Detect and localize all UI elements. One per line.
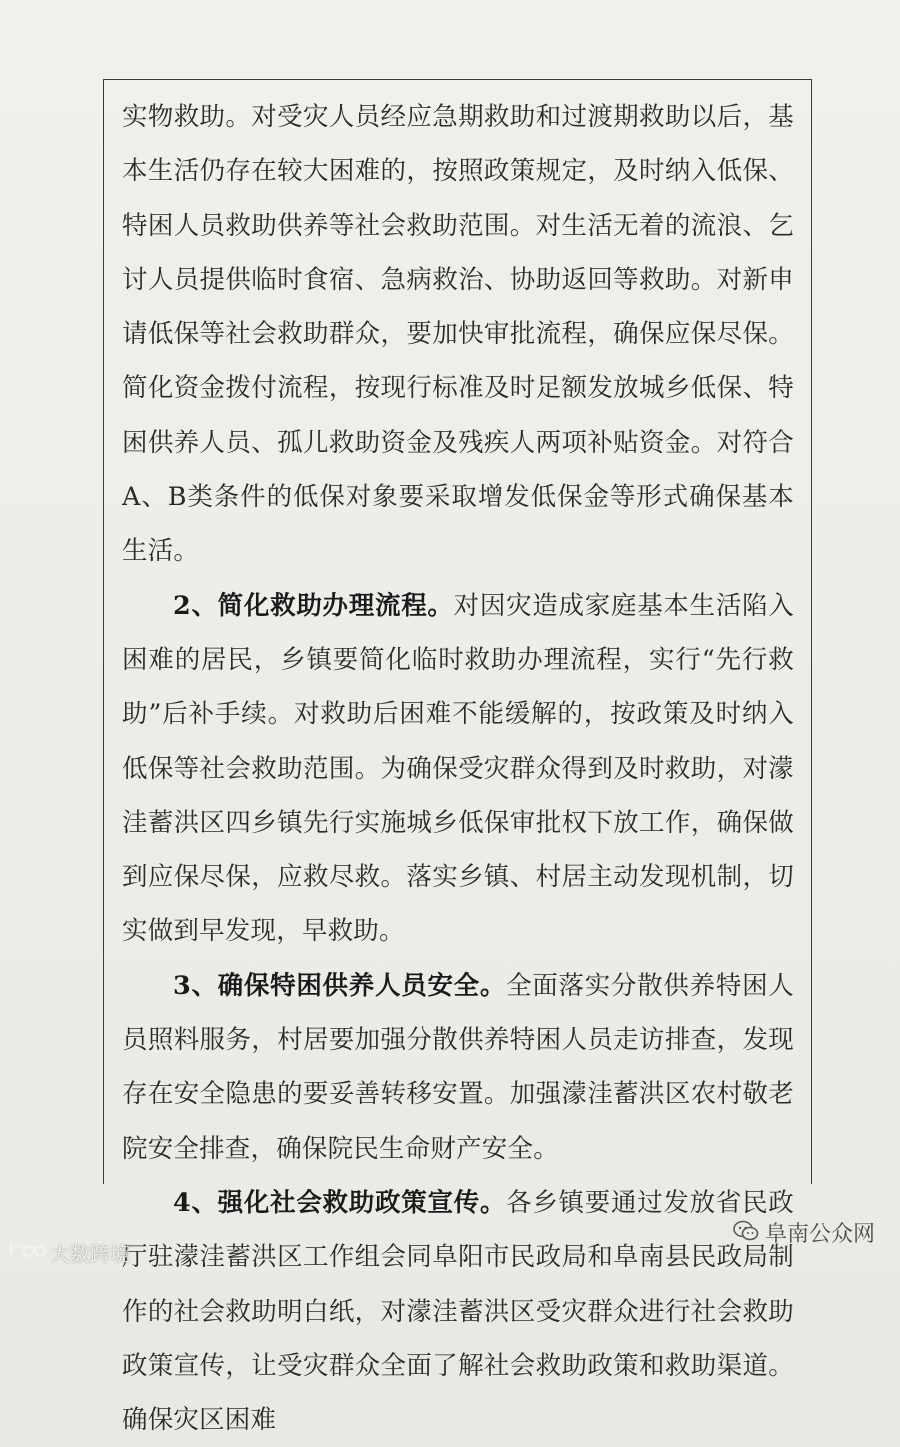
watermark-account-name: 阜南公众网: [765, 1222, 876, 1247]
wechat-icon: [733, 1220, 759, 1246]
watermark-account: [733, 1217, 875, 1248]
watermark-brand: [8, 1238, 130, 1267]
paragraph-4: [122, 1176, 794, 1447]
watermark-brand-name: 大数跨境: [50, 1242, 130, 1266]
document-body: [122, 90, 794, 1447]
paragraph-3-heading: 3、确保特困供养人员安全。: [173, 970, 507, 1001]
paragraph-3-text: 全面落实分散供养特困人员照料服务，村居要加强分散供养特困人员走访排查，发现存在安全隐患的要妥善转移安置。加强濛洼蓄洪区农村敬老院安全排查，确保院民生命财产安全。: [122, 970, 795, 1164]
paragraph-1-text: 实物救助。对受灾人员经应急期救助和过渡期救助以后，基本生活仍存在较大困难的，按照政策规定，及时纳入低保、特困人员救助供养等社会救助范围。对生活无着的流浪、乞讨人员提供临时食宿、急病救治、协助返回等救助。对新申请低保等社会救助群众，要加快审批流程，确保应保尽保。简化资金拨付流程，按现行标准及时足额发放城乡低保、特困供养人员、孤儿救助资金及残疾人两项补贴资金。对符合A、B类条件的低保对象要采取增发低保金等形式确保基本生活。: [122, 102, 794, 567]
paragraph-2: [122, 579, 794, 959]
paragraph-4-text: 各乡镇要通过发放省民政厅驻濛洼蓄洪区工作组会同阜阳市民政局和阜南县民政局制作的社会救助明白纸，对濛洼蓄洪区受灾群众进行社会救助政策宣传，让受灾群众全面了解社会救助政策和救助渠道。确保灾区困难: [122, 1187, 795, 1436]
paragraph-2-text: 对因灾造成家庭基本生活陷入困难的居民，乡镇要简化临时救助办理流程，实行“先行救助”后补手续。对救助后困难不能缓解的，按政策及时纳入低保等社会救助范围。为确保受灾群众得到及时救助，对濛洼蓄洪区四乡镇先行实施城乡低保审批权下放工作，确保做到应保尽保，应救尽救。落实乡镇、村居主动发现机制，切实做到早发现，早救助。: [122, 590, 794, 947]
brand-logo-icon: [8, 1240, 46, 1266]
paragraph-2-heading: 2、简化救助办理流程。: [173, 590, 454, 621]
paragraph-1: [122, 90, 794, 579]
paragraph-4-heading: 4、强化社会救助政策宣传。: [173, 1187, 507, 1218]
paragraph-3: [122, 959, 794, 1176]
